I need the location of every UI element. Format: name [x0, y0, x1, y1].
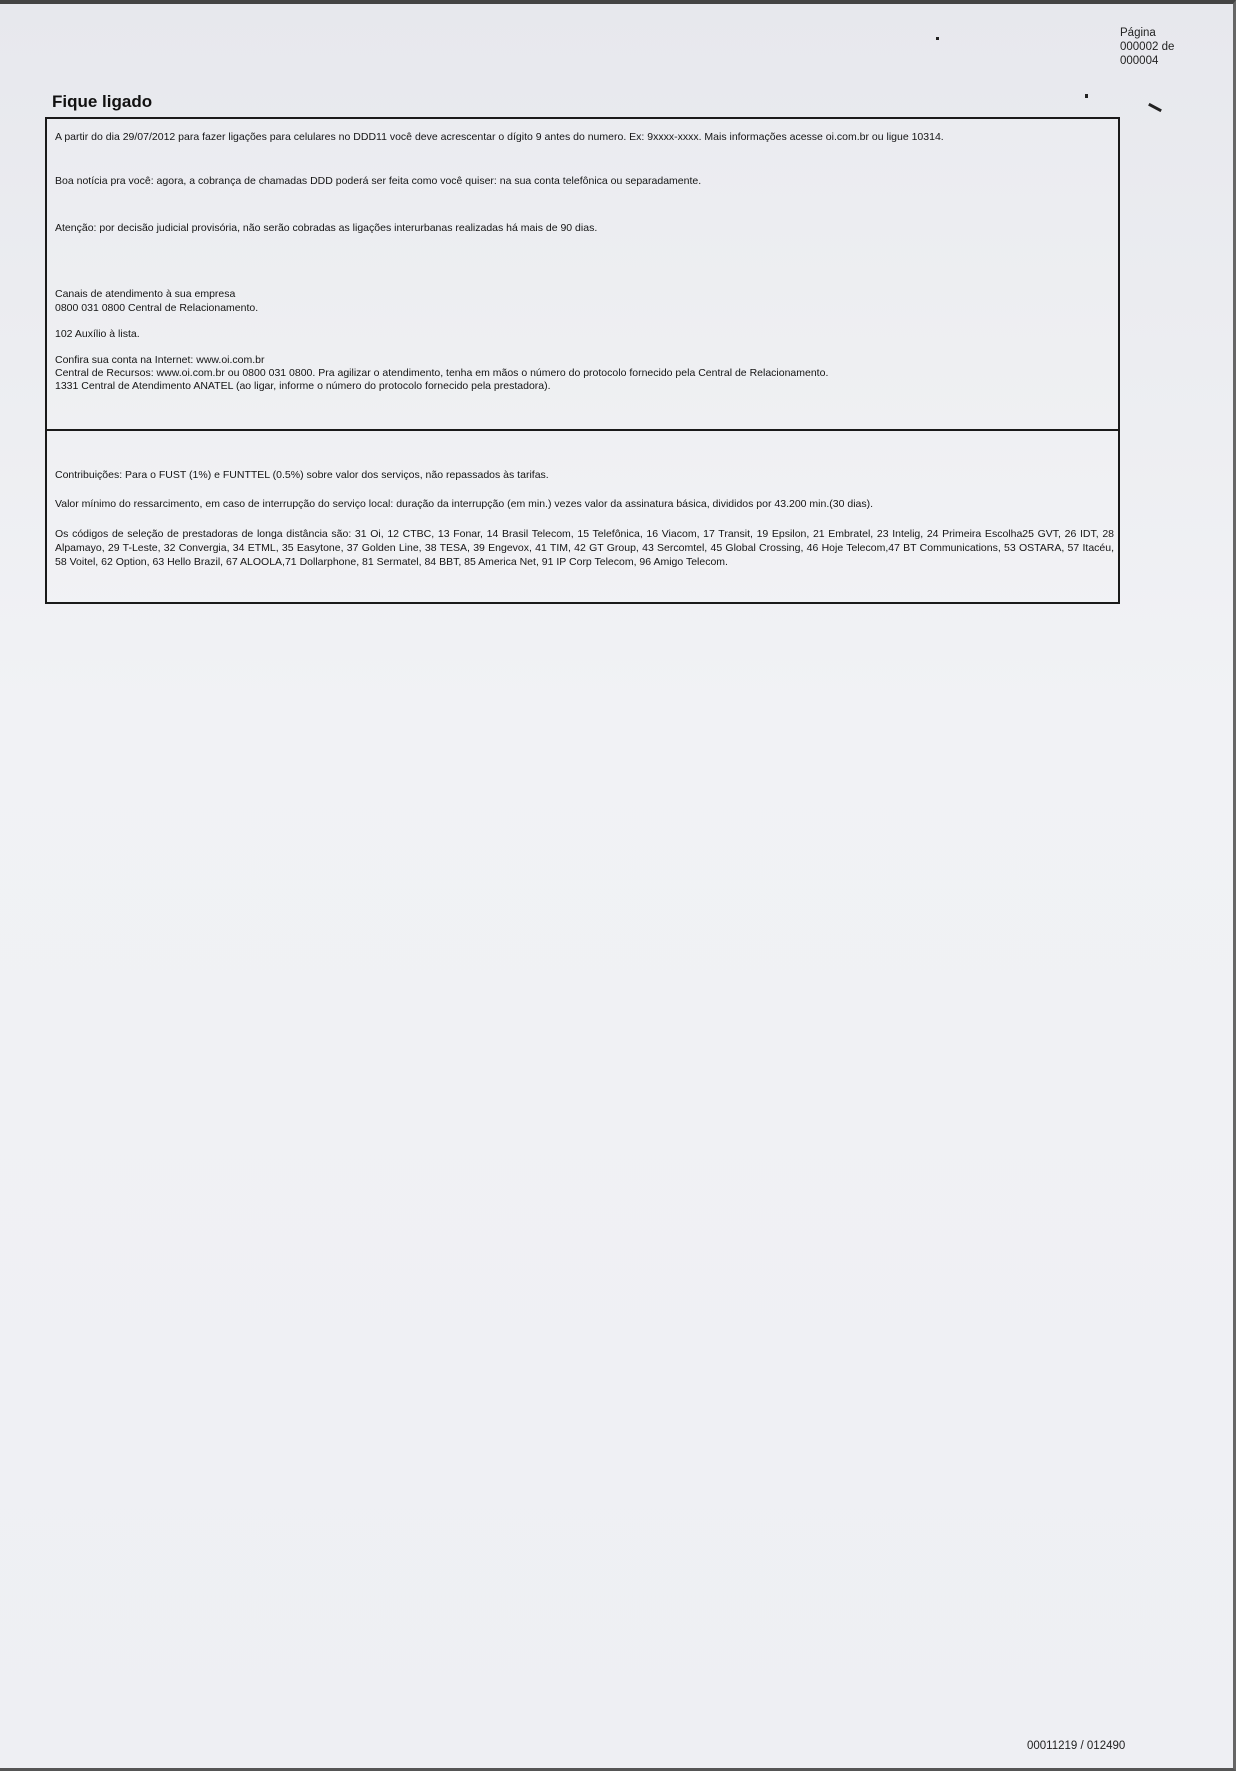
legal-box: [45, 429, 1120, 604]
section-title: Fique ligado: [52, 92, 153, 111]
scan-speck: [1085, 94, 1088, 98]
document-code: 00011219 / 012490: [1027, 1740, 1126, 1752]
page-counter: [1120, 26, 1174, 68]
scan-speck: [1148, 103, 1162, 112]
legal-refund: Valor mínimo do ressarcimento, em caso de interrupção do serviço local: duração da interrupção (em min.) vezes valor da assinatura básica, divididos por 43.200 min.(30 dias).: [55, 498, 874, 510]
channels-phone: 0800 031 0800 Central de Relacionamento.: [55, 302, 259, 314]
channels-title: Canais de atendimento à sua empresa: [55, 288, 236, 300]
notice-ddd-billing: Boa notícia pra você: agora, a cobrança de chamadas DDD poderá ser feita como você quiser: na sua conta telefônica ou separadamente.: [55, 175, 702, 187]
resources-center: Central de Recursos: www.oi.com.br ou 0800 031 0800. Pra agilizar o atendimento, tenha em mãos o número do protocolo fornecido pela Central de Relacionamento.: [55, 367, 829, 379]
notice-judicial: Atenção: por decisão judicial provisória, não serão cobradas as ligações interurbanas realizadas há mais de 90 dias.: [55, 222, 598, 234]
notice-ddd11: A partir do dia 29/07/2012 para fazer ligações para celulares no DDD11 você deve acrescentar o dígito 9 antes do numero. Ex: 9xxxx-xxxx. Mais informações acesse oi.com.br ou ligue 10314.: [55, 131, 944, 143]
internet-bill-link: Confira sua conta na Internet: www.oi.com.br: [55, 354, 265, 366]
directory-assistance: 102 Auxílio à lista.: [55, 328, 140, 340]
anatel-contact: 1331 Central de Atendimento ANATEL (ao ligar, informe o número do protocolo fornecido pela prestadora).: [55, 380, 551, 392]
page-total: 000004: [1120, 55, 1159, 67]
page-number: 000002 de: [1120, 41, 1175, 53]
page-label: Página: [1120, 27, 1156, 39]
legal-contributions: Contribuições: Para o FUST (1%) e FUNTTEL (0.5%) sobre valor dos serviços, não repassados às tarifas.: [55, 469, 549, 481]
legal-carrier-codes: Os códigos de seleção de prestadoras de longa distância são: 31 Oi, 12 CTBC, 13 Fonar, 14 Brasil Telecom, 15 Telefônica, 16 Viacom, 17 Transit, 19 Epsilon, 21 Embratel, 23 Intelig, 24 Primeira Escolha25 GVT, 26 IDT, 28 Alpamayo, 29 T-Leste, 32 Convergia, 34 ETML, 35 Easytone, 37 Golden Line, 38 TESA, 39 Engevox, 41 TIM, 42 GT Group, 43 Sercomtel, 45 Global Crossing, 46 Hoje Telecom,47 BT Communications, 53 OSTARA, 57 Itacéu, 58 Voitel, 62 Option, 63 Hello Brazil, 67 ALOOLA,71 Dollarphone, 81 Sermatel, 84 BBT, 85 America Net, 91 IP Corp Telecom, 96 Amigo Telecom.: [55, 528, 1114, 568]
scan-speck: [936, 37, 939, 40]
notices-box: [45, 117, 1120, 431]
